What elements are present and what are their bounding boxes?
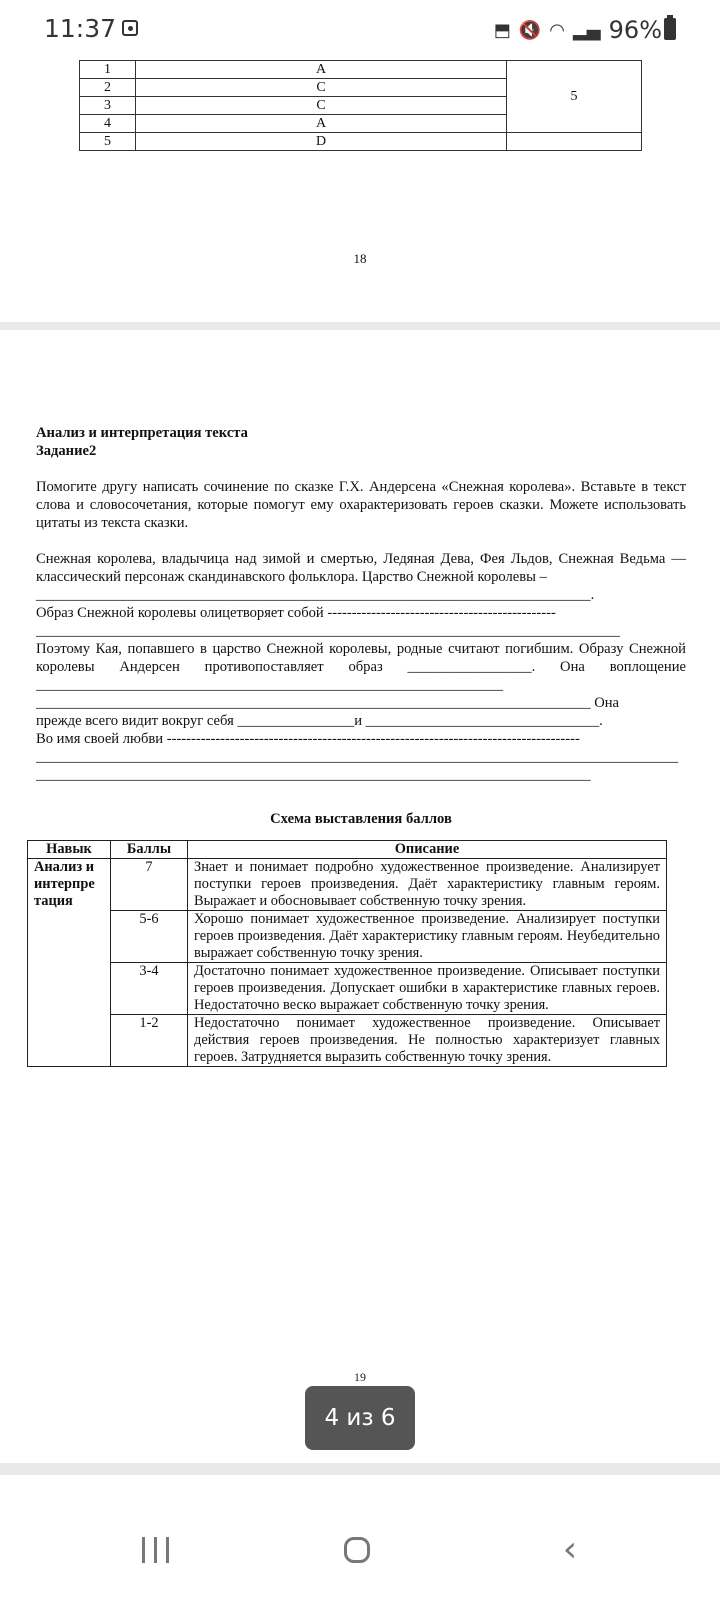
- grading-title: Схема выставления баллов: [270, 811, 452, 827]
- notification-icon: [122, 20, 138, 36]
- header-points: Баллы: [111, 841, 188, 859]
- page-separator: [0, 1463, 720, 1475]
- home-button[interactable]: [330, 1525, 390, 1575]
- fill-line: прежде всего видит вокруг себя ________________и ________________________________.: [36, 713, 603, 729]
- page-content: [36, 424, 686, 1067]
- clock: 11:37: [44, 14, 117, 43]
- status-icons: [494, 16, 662, 44]
- empty-cell: [507, 133, 642, 151]
- row-number: 3: [80, 97, 136, 115]
- battery-percent: 96%: [608, 16, 662, 44]
- status-bar: [0, 0, 720, 60]
- row-answer: A: [136, 61, 507, 79]
- row-number: 4: [80, 115, 136, 133]
- row-number: 1: [80, 61, 136, 79]
- mute-icon: 🔇: [518, 19, 542, 41]
- document-page-19: [0, 330, 720, 1450]
- points-cell: 1-2: [111, 1015, 188, 1067]
- back-button[interactable]: [540, 1525, 600, 1575]
- table-row: [28, 859, 667, 911]
- task-intro: Помогите другу написать сочинение по сказке Г.Х. Андерсена «Снежная королева». Вставьте в текст слова и словосочетания, которые помогут ему охарактеризовать героев сказки. Можете использовать цитаты из текста сказки.: [36, 479, 686, 531]
- fill-line: Во имя своей любви -------------------------------------------------------------------------------------: [36, 731, 580, 747]
- fill-line: ____________________________________________________________________________.: [36, 587, 595, 603]
- row-answer: D: [136, 133, 507, 151]
- skill-cell: Анализ и интерпре тация: [28, 859, 111, 1067]
- table-row: [28, 911, 667, 963]
- page-number: 19: [354, 1370, 366, 1384]
- description-cell: Знает и понимает подробно художественное произведение. Анализирует поступки героев произведения. Даёт характеристику главным героям. Выражает и обосновывает собственную точку зрения.: [188, 859, 667, 911]
- signal-icon: ▂▄: [572, 19, 601, 41]
- table-header-row: [28, 841, 667, 859]
- header-skill: Навык: [28, 841, 111, 859]
- table-row: [80, 133, 642, 151]
- fill-line: ____________________________________________________________________________ Она: [36, 695, 620, 711]
- fill-line: ________________________________________________________________________________________: [36, 749, 679, 765]
- battery-saver-icon: ⬒: [493, 19, 511, 41]
- recent-apps-button[interactable]: [128, 1525, 188, 1575]
- row-number: 2: [80, 79, 136, 97]
- row-answer: C: [136, 97, 507, 115]
- answer-table: [79, 60, 642, 151]
- fill-line: Поэтому Кая, попавшего в царство Снежной королевы, родные считают погибшим. Образу Снежной королевы Андерсен противопоставляет образ _________________. Она воплощение ________________________________________________________________: [36, 641, 686, 693]
- points-cell: 5-6: [111, 911, 188, 963]
- table-row: [80, 61, 642, 79]
- page-number: 18: [353, 251, 367, 266]
- description-cell: Достаточно понимает художественное произведение. Описывает поступки героев произведения. Допускает ошибки в характеристике главных героев. Недостаточно веско выражает собственную точку зрения.: [188, 963, 667, 1015]
- points-cell: 7: [111, 859, 188, 911]
- section-heading: Анализ и интерпретация текста: [36, 425, 248, 441]
- row-answer: A: [136, 115, 507, 133]
- navigation-bar: [0, 1475, 720, 1600]
- description-cell: Хорошо понимает художественное произведение. Анализирует поступки героев произведения. Даёт характеристику главным героям. Неубедительно выражает собственную точку зрения.: [188, 911, 667, 963]
- score-cell: 5: [507, 61, 642, 133]
- back-icon: ‹: [562, 1529, 578, 1570]
- document-page-18: [0, 60, 720, 322]
- fill-line: ____________________________________________________________________________: [36, 767, 591, 783]
- fill-line: ________________________________________________________________________________: [36, 623, 620, 639]
- row-answer: C: [136, 79, 507, 97]
- fill-line: Образ Снежной королевы олицетворяет собой -----------------------------------------------: [36, 605, 556, 621]
- header-description: Описание: [188, 841, 667, 859]
- page-indicator[interactable]: 4 из 6: [305, 1386, 415, 1450]
- page-separator: [0, 322, 720, 330]
- battery-icon: [664, 18, 676, 40]
- home-icon: [344, 1537, 370, 1563]
- description-cell: Недостаточно понимает художественное произведение. Описывает действия героев произведения. Не полностью характеризует главных героев. Затрудняется выразить собственную точку зрения.: [188, 1015, 667, 1067]
- task-title: Задание2: [36, 443, 97, 459]
- fill-line: Снежная королева, владычица над зимой и смертью, Ледяная Дева, Фея Льдов, Снежная Ведьма — классический персонаж скандинавского фольклора. Царство Снежной королевы –: [36, 551, 686, 585]
- table-row: [28, 1015, 667, 1067]
- row-number: 5: [80, 133, 136, 151]
- recent-apps-icon: [166, 1537, 169, 1563]
- grading-table: [27, 840, 667, 1067]
- points-cell: 3-4: [111, 963, 188, 1015]
- recent-apps-icon: [142, 1537, 145, 1563]
- wifi-icon: ◠: [549, 19, 565, 41]
- table-row: [28, 963, 667, 1015]
- recent-apps-icon: [154, 1537, 157, 1563]
